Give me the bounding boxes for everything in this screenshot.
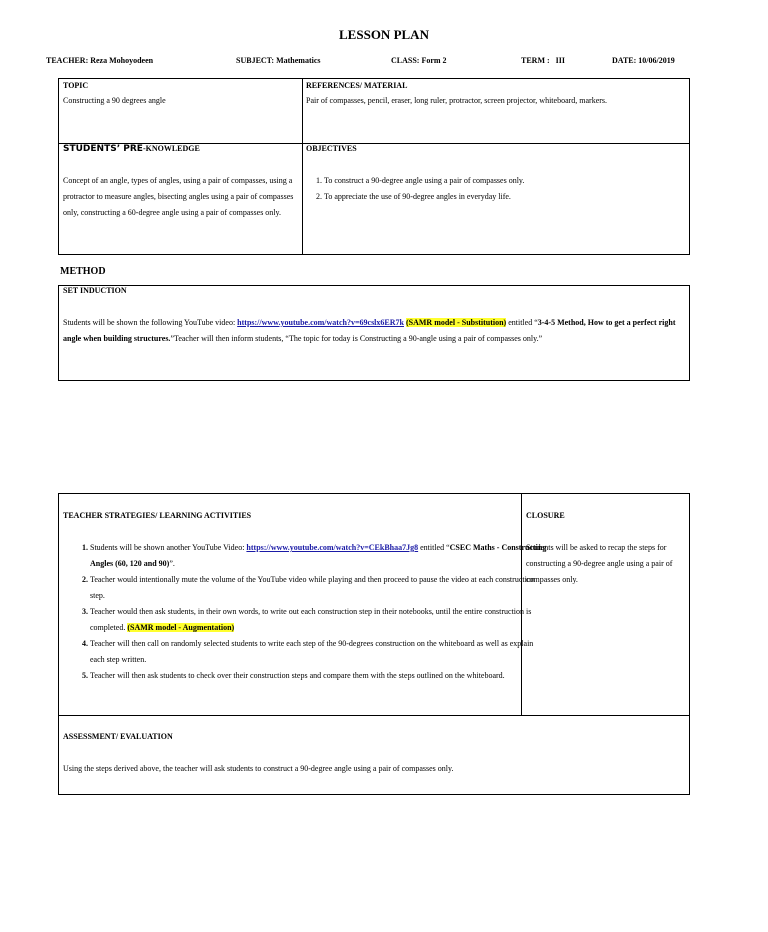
references-label: REFERENCES/ MATERIAL: [306, 81, 408, 90]
page-title: LESSON PLAN: [339, 27, 429, 42]
set-induction-label: SET INDUCTION: [63, 286, 127, 295]
video-link-1[interactable]: https://www.youtube.com/watch?v=69cslx6ER7k: [237, 318, 404, 327]
closure-text: Students will be asked to recap the steps for constructing a 90-degree angle using a pair of compasses only.: [526, 543, 673, 584]
strategy-item: 5. Teacher will then ask students to check over their construction steps and compare them with the steps outlined on the whiteboard.: [90, 668, 548, 684]
objective-item: 2. To appreciate the use of 90-degree angles in everyday life.: [324, 189, 704, 205]
strategy-item: 3. Teacher would then ask students, in their own words, to write out each construction step in their notebooks, until the entire construction is completed. (SAMR model - Augmentation): [90, 604, 548, 636]
assessment-text: Using the steps derived above, the teacher will ask students to construct a 90-degree angle using a pair of compasses only.: [63, 764, 454, 773]
subject-field: SUBJECT: Mathematics: [236, 56, 321, 65]
strategies-list: [60, 540, 548, 684]
method-heading: METHOD: [60, 266, 106, 277]
samr-augmentation-highlight: (SAMR model - Augmentation): [127, 623, 235, 632]
closure-label: CLOSURE: [526, 511, 565, 520]
activities-table: [58, 493, 690, 795]
column-divider: [302, 79, 303, 254]
objective-item: 1. To construct a 90-degree angle using a pair of compasses only.: [324, 173, 704, 189]
overview-table: [58, 78, 690, 255]
video-link-2[interactable]: https://www.youtube.com/watch?v=CEkBhaa7Jg8: [246, 543, 419, 552]
term-field: TERM : III: [521, 56, 566, 65]
topic-label: TOPIC: [63, 81, 89, 90]
strategy-item: 4. Teacher will then call on randomly selected students to write each step of the 90-degrees construction on the whiteboard as well as explain each step written.: [90, 636, 548, 668]
set-induction-box: [58, 285, 690, 381]
strategies-label: TEACHER STRATEGIES/ LEARNING ACTIVITIES: [63, 511, 252, 520]
assessment-label: ASSESSMENT/ EVALUATION: [63, 732, 173, 741]
topic-text: Constructing a 90 degrees angle: [63, 96, 166, 105]
date-field: DATE: 10/06/2019: [612, 56, 675, 65]
strategy-item: 2. Teacher would intentionally mute the volume of the YouTube video while playing and then proceed to pause the video at each construction step.: [90, 572, 548, 604]
set-induction-text: Students will be shown the following YouTube video: https://www.youtube.com/watch?v=69cslx6ER7k (SAMR model - Substitution) entitled “3-4-5 Method, How to get a perfect right angle when building structures.”Teacher will then inform students, “The topic for today is Constructing a 90-angle using a pair of compasses only.”: [63, 318, 676, 343]
strategy-item: 1. Students will be shown another YouTube Video: https://www.youtube.com/watch?v=CEkBhaa7Jg8 entitled “CSEC Maths - Constructing Angles (60, 120 and 90)”.: [90, 540, 548, 572]
prior-knowledge-label: STUDENTS’ PRE-KNOWLEDGE: [63, 144, 200, 154]
class-field: CLASS: Form 2: [391, 56, 447, 65]
prior-knowledge-text: Concept of an angle, types of angles, using a pair of compasses, using a protractor to measure angles, bisecting angles using a pair of compasses only, constructing a 60-degree angle using a pair of compasses only.: [63, 176, 294, 217]
references-text: Pair of compasses, pencil, eraser, long ruler, protractor, screen projector, whiteboard, markers.: [306, 96, 608, 105]
objectives-label: OBJECTIVES: [306, 144, 357, 153]
teacher-field: TEACHER: Reza Mohoyodeen: [46, 56, 154, 65]
samr-substitution-highlight: (SAMR model - Substitution): [405, 318, 507, 327]
objectives-list: [294, 173, 704, 205]
row-divider: [59, 715, 689, 716]
